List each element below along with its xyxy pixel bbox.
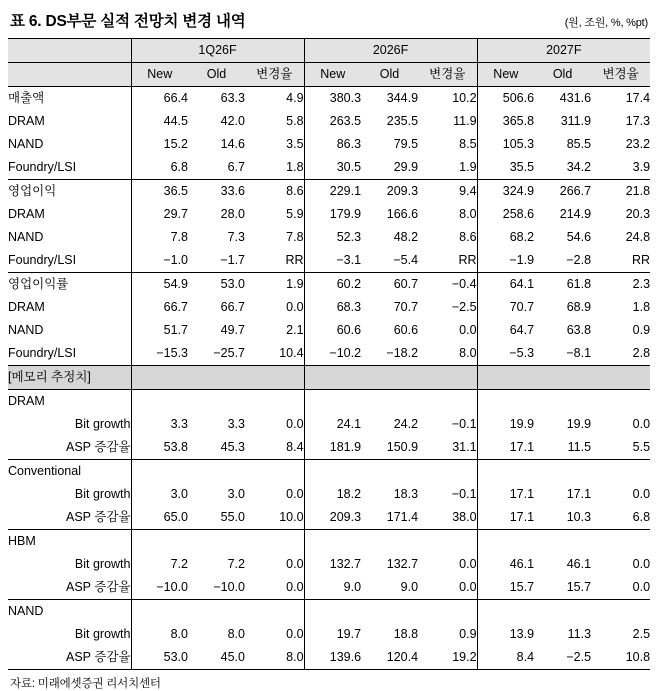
table-cell: 79.5 [393, 137, 419, 151]
table-cell [477, 460, 534, 484]
table-cell: 2.3 [591, 273, 650, 297]
table-row [8, 413, 650, 436]
table-cell: −2.5 [534, 646, 591, 670]
table-cell [534, 530, 591, 554]
band-cell [245, 366, 304, 390]
table-cell: 0.0 [459, 580, 477, 594]
table-cell [361, 390, 418, 414]
table-cell: 263.5 [304, 110, 361, 133]
table-cell: 18.3 [393, 487, 419, 501]
table-cell [304, 390, 361, 414]
table-cell: 3.3 [227, 417, 245, 431]
band-cell [418, 366, 477, 390]
table-cell: RR [458, 253, 477, 267]
table-cell: 11.9 [453, 114, 477, 128]
table-row [8, 576, 650, 600]
band-cell [131, 366, 188, 390]
table-cell: 86.3 [304, 133, 361, 156]
band-label: [메모리 추정치] [8, 366, 131, 390]
table-cell: 10.3 [566, 510, 592, 524]
table-cell: 68.9 [566, 300, 592, 314]
table-cell: −10.2 [304, 342, 361, 366]
table-row [8, 646, 650, 670]
table-cell: 29.7 [131, 203, 188, 226]
table-cell: 17.1 [477, 436, 534, 460]
table-cell: 1.8 [286, 160, 304, 174]
table-cell: 18.2 [304, 483, 361, 506]
table-cell: 60.6 [304, 319, 361, 342]
band-cell [477, 366, 534, 390]
table-cell [534, 390, 591, 414]
table-cell: 0.9 [632, 323, 651, 337]
table-cell: 0.0 [286, 580, 304, 594]
table-cell: 60.6 [393, 323, 419, 337]
source-note: 자료: 미래에셋증권 리서치센터 [10, 678, 161, 690]
table-row [8, 623, 650, 646]
table-row [8, 319, 650, 342]
table-cell: 38.0 [452, 510, 477, 524]
table-row [8, 390, 650, 414]
table-cell [418, 600, 477, 624]
table-cell: 28.0 [220, 207, 245, 221]
table-cell: 0.0 [632, 557, 651, 571]
table-cell: 431.6 [559, 91, 592, 105]
table-cell [245, 460, 304, 484]
table-cell: 60.7 [361, 273, 418, 297]
table-cell: 63.3 [220, 91, 245, 105]
table-cell: 139.6 [304, 646, 361, 670]
table-row [8, 110, 650, 133]
table-cell: 23.2 [625, 137, 651, 151]
table-row [8, 156, 650, 180]
table-cell: 66.4 [131, 87, 188, 111]
table-cell: −0.1 [451, 487, 477, 501]
table-cell: 51.7 [131, 319, 188, 342]
table-cell: 8.6 [459, 230, 477, 244]
table-cell: 21.8 [591, 180, 650, 204]
table-cell: 2.8 [632, 346, 651, 360]
table-cell [304, 460, 361, 484]
table-cell [245, 390, 304, 414]
table-cell: 53.0 [131, 646, 188, 670]
table-cell: 33.6 [188, 180, 245, 204]
table-cell: 53.8 [131, 436, 188, 460]
table-cell: 45.0 [188, 646, 245, 670]
row-label: Conventional [8, 460, 131, 484]
table-cell [188, 390, 245, 414]
table-cell: 0.0 [286, 627, 304, 641]
table-cell: 35.5 [477, 156, 534, 180]
table-cell: 6.8 [632, 510, 651, 524]
table-cell: 54.9 [131, 273, 188, 297]
table-cell: 49.7 [220, 323, 245, 337]
row-label: NAND [8, 600, 131, 624]
table-cell: 8.0 [459, 207, 477, 221]
table-cell: 24.1 [304, 413, 361, 436]
table-cell: 0.0 [459, 323, 477, 337]
subheader-2026f-old: Old [361, 63, 418, 87]
table-cell: 10.8 [591, 646, 650, 670]
band-cell [188, 366, 245, 390]
table-cell: 266.7 [534, 180, 591, 204]
table-row [8, 483, 650, 506]
table-cell: 17.1 [566, 487, 592, 501]
table-cell: 7.8 [131, 226, 188, 249]
subheader-2026f-change: 변경율 [418, 63, 477, 87]
table-cell: −8.1 [566, 346, 592, 360]
table-cell [361, 460, 418, 484]
table-cell: −10.0 [213, 580, 245, 594]
table-cell: 209.3 [304, 506, 361, 530]
table-cell [591, 530, 650, 554]
table-cell: −0.1 [451, 417, 477, 431]
table-cell: 2.5 [632, 627, 651, 641]
row-label: NAND [8, 137, 44, 151]
table-cell: 19.7 [304, 623, 361, 646]
table-row [8, 600, 650, 624]
table-row [8, 506, 650, 530]
table-cell: 19.9 [477, 413, 534, 436]
row-label: ASP 증감율 [8, 646, 131, 670]
table-cell [131, 600, 188, 624]
table-row [8, 87, 650, 111]
table-cell: 150.9 [386, 440, 419, 454]
table-cell: 0.0 [286, 557, 304, 571]
table-cell: 52.3 [304, 226, 361, 249]
row-label: DRAM [8, 394, 45, 408]
table-cell [591, 600, 650, 624]
band-cell [534, 366, 591, 390]
table-cell: 54.6 [566, 230, 592, 244]
table-cell: 344.9 [386, 91, 419, 105]
table-cell: 324.9 [477, 180, 534, 204]
table-cell: 9.4 [418, 180, 477, 204]
table-cell: 17.1 [477, 506, 534, 530]
header-sub-row [8, 63, 650, 87]
table-cell: 13.9 [477, 623, 534, 646]
table-row [8, 436, 650, 460]
header-corner-cell [8, 39, 131, 63]
row-label: Bit growth [74, 557, 131, 571]
table-cell: 8.0 [245, 646, 304, 670]
table-cell: 8.0 [459, 346, 477, 360]
header-group-row [8, 39, 650, 63]
table-cell: 10.0 [279, 510, 304, 524]
table-cell: 45.3 [220, 440, 245, 454]
subheader-2027f-new: New [477, 63, 534, 87]
table-cell: 0.0 [286, 300, 304, 314]
table-cell: 3.5 [286, 137, 304, 151]
table-cell: 17.3 [625, 114, 651, 128]
row-label: Foundry/LSI [8, 346, 77, 360]
subheader-1q26f-change: 변경율 [245, 63, 304, 87]
table-cell [477, 600, 534, 624]
table-cell: 8.4 [286, 440, 304, 454]
table-cell: 34.2 [566, 160, 592, 174]
table-cell: 53.0 [188, 273, 245, 297]
table-cell: 1.9 [459, 160, 477, 174]
table-row [8, 342, 650, 366]
table-cell: −10.0 [131, 576, 188, 600]
table-cell: 46.1 [477, 553, 534, 576]
table-cell [361, 600, 418, 624]
table-cell: 19.2 [418, 646, 477, 670]
page-title: 표 6. DS부문 실적 전망치 변경 내역 [10, 13, 246, 30]
table-cell: 17.1 [477, 483, 534, 506]
table-cell [591, 390, 650, 414]
table-cell: 15.7 [566, 580, 592, 594]
table-cell: 9.0 [304, 576, 361, 600]
table-cell [477, 530, 534, 554]
table-cell: 235.5 [386, 114, 419, 128]
subheader-2027f-change: 변경율 [591, 63, 650, 87]
row-label: Bit growth [74, 487, 131, 501]
table-cell: 64.1 [477, 273, 534, 297]
table-cell [418, 460, 477, 484]
row-label: 영업이익률 [8, 273, 131, 297]
table-cell: −5.4 [393, 253, 419, 267]
table-row [8, 553, 650, 576]
table-cell: 4.9 [286, 91, 304, 105]
table-row [8, 530, 650, 554]
table-cell: 365.8 [477, 110, 534, 133]
table-cell: 311.9 [560, 114, 592, 128]
table-cell [245, 600, 304, 624]
row-label: ASP 증감율 [66, 580, 131, 594]
table-cell: 85.5 [566, 137, 592, 151]
table-cell: −1.7 [220, 253, 245, 267]
subheader-1q26f-new: New [131, 63, 188, 87]
table-cell [245, 530, 304, 554]
table-cell: 0.0 [632, 487, 651, 501]
table-cell: 209.3 [361, 180, 418, 204]
subheader-2026f-new: New [304, 63, 361, 87]
row-label: 매출액 [8, 91, 45, 105]
row-label: NAND [8, 230, 44, 244]
table-cell [477, 390, 534, 414]
table-cell: 48.2 [393, 230, 419, 244]
band-cell [304, 366, 361, 390]
table-cell: −1.0 [131, 249, 188, 273]
table-cell: 31.1 [452, 440, 477, 454]
table-cell [131, 460, 188, 484]
table-cell: 64.7 [477, 319, 534, 342]
table-cell [534, 600, 591, 624]
table-cell: 55.0 [220, 510, 245, 524]
table-cell: 24.8 [625, 230, 651, 244]
table-cell: −3.1 [304, 249, 361, 273]
table-cell: 120.4 [361, 646, 418, 670]
table-cell: 63.8 [566, 323, 592, 337]
table-cell [418, 390, 477, 414]
table-cell: −2.5 [451, 300, 477, 314]
table-cell: 7.2 [227, 557, 245, 571]
table-cell: 171.4 [386, 510, 419, 524]
table-cell: 229.1 [304, 180, 361, 204]
table-cell: 166.6 [386, 207, 419, 221]
units-note: (원, 조원, %, %pt) [564, 17, 648, 29]
table-cell: 24.2 [393, 417, 419, 431]
table-cell: −0.4 [418, 273, 477, 297]
table-cell: 70.7 [477, 296, 534, 319]
forecast-revision-table [8, 38, 650, 670]
table-cell: 10.2 [452, 91, 477, 105]
table-cell: 0.0 [632, 580, 651, 594]
table-cell: RR [632, 253, 651, 267]
table-cell [534, 460, 591, 484]
table-cell: 36.5 [131, 180, 188, 204]
table-cell: −25.7 [213, 346, 245, 360]
subheader-2027f-old: Old [534, 63, 591, 87]
table-cell [188, 530, 245, 554]
column-group-2027f: 2027F [477, 39, 650, 63]
table-cell: 0.0 [286, 417, 304, 431]
row-label: ASP 증감율 [66, 510, 131, 524]
title-row [8, 0, 650, 38]
table-cell: 18.8 [393, 627, 419, 641]
table-cell: 10.4 [279, 346, 304, 360]
table-cell [131, 530, 188, 554]
memory-estimates-band [8, 366, 650, 390]
table-cell: 0.0 [286, 487, 304, 501]
table-cell: 0.9 [459, 627, 477, 641]
table-row [8, 226, 650, 249]
table-cell: 5.9 [286, 207, 304, 221]
table-cell: 14.6 [220, 137, 245, 151]
table-cell: 181.9 [304, 436, 361, 460]
table-cell: −2.8 [566, 253, 592, 267]
table-cell: 20.3 [625, 207, 651, 221]
table-cell: 3.9 [632, 160, 651, 174]
table-cell [188, 600, 245, 624]
subheader-1q26f-old: Old [188, 63, 245, 87]
table-cell: 132.7 [386, 557, 419, 571]
table-cell: 17.4 [625, 91, 651, 105]
row-label: Foundry/LSI [8, 160, 77, 174]
table-cell: 5.5 [632, 440, 651, 454]
table-cell: 8.5 [459, 137, 477, 151]
table-cell: 8.0 [227, 627, 245, 641]
table-cell: 7.2 [131, 553, 188, 576]
table-cell: 8.6 [245, 180, 304, 204]
table-cell: 70.7 [393, 300, 419, 314]
table-row [8, 249, 650, 273]
table-cell: 42.0 [220, 114, 245, 128]
table-cell: 6.7 [227, 160, 245, 174]
table-cell: 8.4 [477, 646, 534, 670]
row-label: DRAM [8, 300, 45, 314]
table-cell: 258.6 [477, 203, 534, 226]
table-cell: 44.5 [131, 110, 188, 133]
table-cell: 60.2 [304, 273, 361, 297]
row-label: 영업이익 [8, 180, 131, 204]
row-label: Foundry/LSI [8, 253, 77, 267]
table-cell: 3.0 [131, 483, 188, 506]
table-cell: 6.8 [131, 156, 188, 180]
table-cell: 1.9 [245, 273, 304, 297]
table-cell [361, 530, 418, 554]
table-cell: 8.0 [131, 623, 188, 646]
table-cell: 68.3 [304, 296, 361, 319]
table-cell: 214.9 [559, 207, 592, 221]
column-group-1q26f: 1Q26F [131, 39, 304, 63]
table-row [8, 273, 650, 297]
table-cell: 11.5 [567, 440, 592, 454]
table-cell: 7.3 [227, 230, 245, 244]
table-cell: 5.8 [286, 114, 304, 128]
table-cell: 179.9 [304, 203, 361, 226]
table-row [8, 180, 650, 204]
table-cell: 61.8 [534, 273, 591, 297]
table-body [8, 87, 650, 670]
table-cell: −1.9 [477, 249, 534, 273]
table-cell: 3.3 [131, 413, 188, 436]
table-cell: 29.9 [393, 160, 419, 174]
row-label: Bit growth [74, 627, 131, 641]
table-cell: RR [285, 253, 304, 267]
table-cell: 30.5 [304, 156, 361, 180]
table-cell: 15.2 [131, 133, 188, 156]
table-cell: 2.1 [286, 323, 304, 337]
table-cell: 132.7 [304, 553, 361, 576]
table-cell: 65.0 [131, 506, 188, 530]
column-group-2026f: 2026F [304, 39, 477, 63]
table-cell: 105.3 [477, 133, 534, 156]
table-cell: 0.0 [632, 417, 651, 431]
row-label: HBM [8, 530, 131, 554]
row-label: Bit growth [74, 417, 131, 431]
table-row [8, 460, 650, 484]
table-cell [418, 530, 477, 554]
table-cell: 11.3 [567, 627, 592, 641]
table-cell: 3.0 [227, 487, 245, 501]
table-cell: −5.3 [477, 342, 534, 366]
table-cell: −15.3 [131, 342, 188, 366]
table-cell: 15.7 [477, 576, 534, 600]
table-cell: 380.3 [304, 87, 361, 111]
table-cell [591, 460, 650, 484]
table-cell: 19.9 [566, 417, 592, 431]
table-cell: −18.2 [386, 346, 419, 360]
table-cell [188, 460, 245, 484]
band-cell [591, 366, 650, 390]
row-label: ASP 증감율 [66, 440, 131, 454]
row-label: NAND [8, 323, 44, 337]
table-cell: 46.1 [566, 557, 592, 571]
table-row [8, 203, 650, 226]
band-cell [361, 366, 418, 390]
row-label: DRAM [8, 207, 45, 221]
table-cell: 68.2 [477, 226, 534, 249]
table-row [8, 133, 650, 156]
table-cell [304, 600, 361, 624]
table-cell: 66.7 [131, 296, 188, 319]
table-cell: 1.8 [632, 300, 651, 314]
table-cell: 506.6 [477, 87, 534, 111]
table-cell: 9.0 [400, 580, 419, 594]
table-cell: 0.0 [459, 557, 477, 571]
table-cell [131, 390, 188, 414]
row-label: DRAM [8, 114, 45, 128]
table-head [8, 39, 650, 87]
table-cell: 66.7 [220, 300, 245, 314]
table-cell: 7.8 [286, 230, 304, 244]
header-label-cell [8, 63, 131, 87]
table-row [8, 296, 650, 319]
table-cell [304, 530, 361, 554]
